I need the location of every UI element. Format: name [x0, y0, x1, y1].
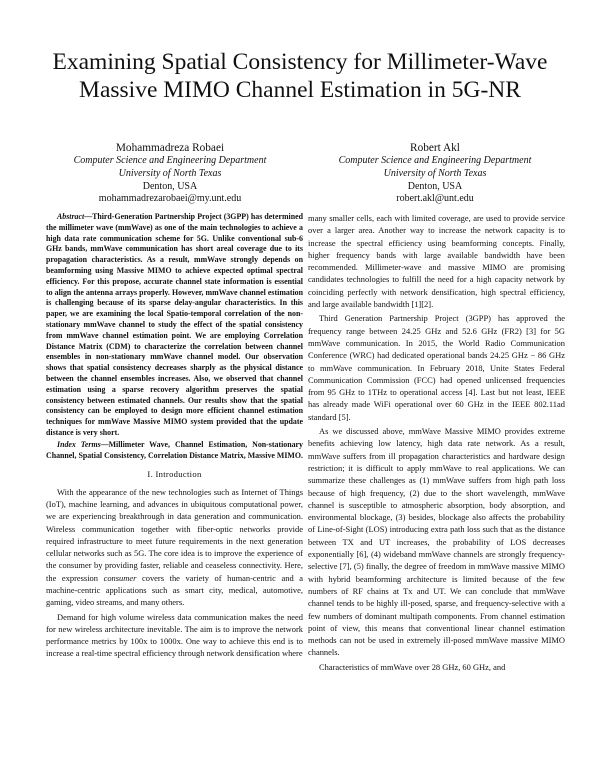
intro-paragraph-3: many smaller cells, each with limited coverage, are used to provide service over a larger area. Another way to increase the network capacity is to increase the spectral efficiency using beamforming concepts. Finally, higher frequency bands with large available bandwidth have been recommended. Millimeter-wave and massive MIMO are promising candidates technologies to fulfill the need for a high capacity network by coinciding perfectly with network densification, high spectral efficiency, and large available bandwidth [1][2].: [308, 213, 565, 310]
author-name: Mohammadreza Robaei: [115, 142, 225, 154]
author-department: Computer Science and Engineering Department: [73, 155, 267, 166]
left-column: [46, 212, 303, 662]
index-terms-text: —Millimeter Wave, Channel Estimation, Non-stationary Channel, Spatial Consistency, Correlation Distance Matrix, Massive MIMO.: [46, 439, 303, 460]
emphasis-consumer: consumer: [103, 572, 137, 583]
intro-paragraph-4: Third Generation Partnership Project (3GPP) has approved the frequency range between 24.25 GHz and 52.6 GHz (FR2) [3] for 5G mmWave communication. In 2015, the World Radio Communication Conference (WRC) had dedicated operational bands 24.25 GHz − 86 GHz to mmWave communication. In February 2018, Unite States Federal Communication Commission (FCC) had opened unlicensed frequencies from 95 GHz to 1THz to operational access [4]. Last but not least, IEEE has already made WiFi operational over 60 GHz in the IEEE 802.11ad standard [5].: [308, 313, 565, 422]
intro-paragraph-6: Characteristics of mmWave over 28 GHz, 60 GHz, and: [319, 661, 506, 672]
abstract-text: —Third-Generation Partnership Project (3GPP) has determined the millimeter wave (mmWave) as one of the main technologies to achieve a high data rate communication scheme for 5G. Unlike conventional sub-6 GHz bands, mmWave communication has short areal coverage due to its propagation characteristics. As a result, mmWave strongly depends on beamforming using Massive MIMO to achieve expected optimal spectral efficiency. For this propose, accurate channel state information is essential to align the antenna arrays properly. However, mmWave channel estimation is challenging because of its sparse delay-angular characteristics. In this paper, we are examining the local Spatio-temporal correlation of the non-stationary mmWave channel to study the effect of the spatial consistency from mmWave channel estimation point. We are employing Correlation Distance Matrix (CDM) to characterize the correlation between channel ensembles in non-stationary mmWave channel model. Our observation shows that spatial consistency decreases sharply as the physical distance between the channel ensembles increases. Also, we observed that channel estimation using a sparse recovery algorithm preserves the spatial consistency between estimated channels. Our results show that the spatial consistency can be employed to design more efficient channel estimation techniques for mmWave Massive MIMO system provided that the update distance is very short.: [46, 212, 303, 437]
author-department: Computer Science and Engineering Department: [338, 155, 532, 166]
author-city: Denton, USA: [407, 180, 463, 192]
title-line-1: Examining Spatial Consistency for Millimeter-Wave: [52, 49, 548, 75]
author-city: Denton, USA: [142, 180, 198, 192]
paper-title: [30, 48, 570, 104]
abstract: [46, 212, 303, 461]
title-line-2: Massive MIMO Channel Estimation in 5G-NR: [79, 77, 521, 103]
author-university: University of North Texas: [383, 167, 487, 179]
intro-paragraph-5: As we discussed above, mmWave Massive MIMO provides extreme benefits achieving low latency, high data rate network. As a result, mmWave suffers from ill propagation characteristics and hardware design restriction; it is difficult to apply mmWave to real applications. We can summarize these challenges as (1) mmWave suffers from high path loss because of high frequency, (2) due to the short wavelength, mmWave channel is susceptible to atmospheric absorption, body absorption, and environmental blockage, (3) besides, blockage also affects the probability of Line-of-Sight (LOS) introducing extra path loss such that as the distance between TX and UT increases, the probability of LOS decreases exponentially [6], (4) wideband mmWave channels are strongly frequency-selective [7], (5) finally, the degree of freedom in mmWave massive MIMO with hybrid beamforming architecture is limited because of the few numbers of RF chains at Tx and UT. We can conclude that mmWave channel tends to be highly ill-posed, sparse, and frequency-selective with a few numbers of dominant multipath components. From channel estimation point of view, this means that conventional linear channel estimation methods can not be used in extremely ill-posed mmWave massive MIMO channels.: [308, 426, 565, 658]
abstract-label: Abstract: [57, 212, 85, 221]
author-email: robert.akl@unt.edu: [396, 193, 474, 205]
index-terms-label: Index Terms: [57, 439, 101, 449]
author-block-2: [300, 141, 570, 206]
author-email: mohammadrezarobaei@my.unt.edu: [98, 193, 242, 205]
right-column: [308, 212, 565, 675]
intro-paragraph-2: Demand for high volume wireless data communication makes the need for new wireless architecture inevitable. The aim is to improve the network performance metrics by 100x to 1000x. One way to achieve this end is to increase a real-time spectral efficiency through network densification where: [46, 611, 303, 659]
intro-paragraph-1: With the appearance of the new technologies such as Internet of Things (IoT), machine learning, and advances in ubiquitous computational power, we are experiencing breakthrough in data generation and communication. Wireless communication together with fiber-optic networks provide required infrastructure to meet future requirements in the next generation cellular networks such as 5G. The core idea is to improve the experience of the consumer by providing faster, reliable and ceaseless connectivity. Here, the expression consumer covers the variety of human-centric and a machine-centric applications such as smart city, medical, automotive, gaming, video streams, and many others.: [46, 486, 303, 608]
author-university: University of North Texas: [118, 167, 222, 179]
section-heading: I. Introduction: [147, 469, 202, 480]
author-name: Robert Akl: [410, 142, 460, 154]
author-block-1: [35, 141, 305, 206]
